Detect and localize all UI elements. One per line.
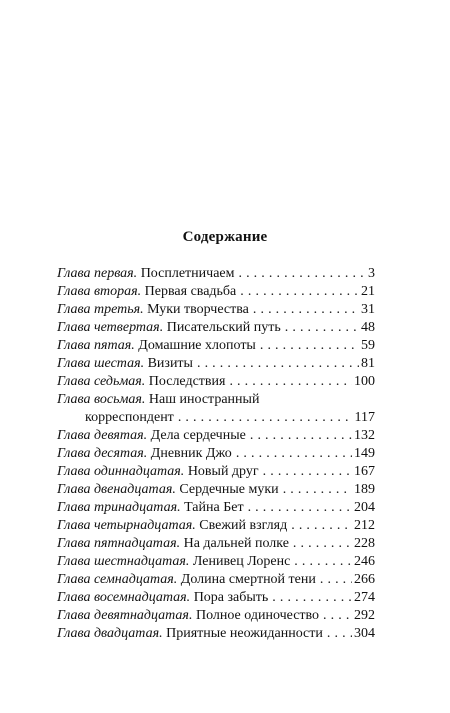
chapter-title: Ленивец Лоренс xyxy=(192,554,291,569)
toc-entry xyxy=(57,625,375,643)
chapter-title: Писательский путь xyxy=(166,320,281,335)
toc-entry xyxy=(57,499,375,517)
page-number: 31 xyxy=(361,302,375,317)
chapter-number: Глава девятнадцатая. xyxy=(57,608,193,623)
chapter-title: Новый друг xyxy=(187,464,259,479)
dot-leader xyxy=(323,607,352,625)
chapter-number: Глава четырнадцатая. xyxy=(57,518,196,533)
dot-leader xyxy=(178,409,353,427)
page-number: 100 xyxy=(354,374,375,389)
dot-leader xyxy=(283,481,352,499)
chapter-number: Глава вторая. xyxy=(57,284,142,299)
chapter-number: Глава восьмая. xyxy=(57,392,146,407)
dot-leader xyxy=(291,517,352,535)
dot-leader xyxy=(272,589,352,607)
toc-entry xyxy=(57,319,375,337)
chapter-title: Первая свадьба xyxy=(144,284,237,299)
chapter-number: Глава третья. xyxy=(57,302,144,317)
page-number: 304 xyxy=(354,626,375,641)
chapter-number: Глава двенадцатая. xyxy=(57,482,176,497)
chapter-title: Сердечные муки xyxy=(179,482,279,497)
chapter-number: Глава шестнадцатая. xyxy=(57,554,190,569)
chapter-title: Муки творчества xyxy=(147,302,249,317)
chapter-title: Долина смертной тени xyxy=(180,572,316,587)
chapter-title: Полное одиночество xyxy=(195,608,320,623)
chapter-number: Глава десятая. xyxy=(57,446,148,461)
chapter-title: Дела сердечные xyxy=(150,428,246,443)
page-number: 212 xyxy=(354,518,375,533)
toc-entry-line xyxy=(57,409,375,427)
toc-entry xyxy=(57,265,375,283)
page-number: 117 xyxy=(354,410,375,425)
toc-entry xyxy=(57,535,375,553)
chapter-title: На дальней полке xyxy=(183,536,289,551)
chapter-title: Последствия xyxy=(148,374,226,389)
chapter-title-continued: корреспондент xyxy=(85,410,174,425)
dot-leader xyxy=(253,301,359,319)
dot-leader xyxy=(263,463,352,481)
page-number: 21 xyxy=(361,284,375,299)
dot-leader xyxy=(250,427,352,445)
chapter-number: Глава двадцатая. xyxy=(57,626,163,641)
chapter-number: Глава седьмая. xyxy=(57,374,146,389)
toc-entry xyxy=(57,571,375,589)
chapter-number: Глава тринадцатая. xyxy=(57,500,181,515)
page-number: 189 xyxy=(354,482,375,497)
chapter-number: Глава шестая. xyxy=(57,356,145,371)
page-number: 274 xyxy=(354,590,375,605)
chapter-title: Посплетничаем xyxy=(140,266,235,281)
chapter-number: Глава одиннадцатая. xyxy=(57,464,185,479)
dot-leader xyxy=(285,319,359,337)
dot-leader xyxy=(320,571,352,589)
page-number: 266 xyxy=(354,572,375,587)
page-number: 204 xyxy=(354,500,375,515)
dot-leader xyxy=(197,355,359,373)
chapter-number: Глава первая. xyxy=(57,266,138,281)
chapter-title: Домашние хлопоты xyxy=(138,338,256,353)
toc-entry xyxy=(57,553,375,571)
toc-list xyxy=(57,265,375,643)
dot-leader xyxy=(240,283,359,301)
page-number: 149 xyxy=(354,446,375,461)
toc-entry xyxy=(57,481,375,499)
dot-leader xyxy=(236,445,352,463)
dot-leader xyxy=(294,553,352,571)
dot-leader xyxy=(229,373,352,391)
chapter-title: Пора забыть xyxy=(193,590,269,605)
toc-entry xyxy=(57,463,375,481)
page-number: 167 xyxy=(354,464,375,479)
toc-entry xyxy=(57,337,375,355)
dot-leader xyxy=(238,265,366,283)
page-number: 292 xyxy=(354,608,375,623)
page-number: 3 xyxy=(368,266,375,281)
toc-entry xyxy=(57,607,375,625)
dot-leader xyxy=(293,535,352,553)
toc-entry xyxy=(57,445,375,463)
chapter-title: Приятные неожиданности xyxy=(166,626,323,641)
chapter-title: Свежий взгляд xyxy=(199,518,288,533)
page-title: Содержание xyxy=(182,229,268,245)
page-number: 246 xyxy=(354,554,375,569)
toc-entry xyxy=(57,373,375,391)
toc-entry xyxy=(57,301,375,319)
toc-entry xyxy=(57,589,375,607)
toc-entry xyxy=(57,517,375,535)
dot-leader xyxy=(327,625,352,643)
page-number: 81 xyxy=(361,356,375,371)
dot-leader xyxy=(260,337,359,355)
chapter-number: Глава четвертая. xyxy=(57,320,164,335)
chapter-title: Наш иностранный xyxy=(148,392,260,407)
chapter-title: Тайна Бет xyxy=(184,500,244,515)
page-number: 132 xyxy=(354,428,375,443)
chapter-title: Визиты xyxy=(147,356,193,371)
dot-leader xyxy=(248,499,352,517)
chapter-number: Глава пятнадцатая. xyxy=(57,536,181,551)
page-number: 59 xyxy=(361,338,375,353)
chapter-number: Глава семнадцатая. xyxy=(57,572,178,587)
chapter-number: Глава пятая. xyxy=(57,338,135,353)
chapter-number: Глава девятая. xyxy=(57,428,148,443)
page-number: 48 xyxy=(361,320,375,335)
chapter-number: Глава восемнадцатая. xyxy=(57,590,191,605)
toc-entry xyxy=(57,427,375,445)
toc-entry xyxy=(57,391,375,427)
toc-entry xyxy=(57,283,375,301)
toc-entry-line xyxy=(57,391,375,409)
toc-entry xyxy=(57,355,375,373)
page-number: 228 xyxy=(354,536,375,551)
chapter-title: Дневник Джо xyxy=(150,446,232,461)
